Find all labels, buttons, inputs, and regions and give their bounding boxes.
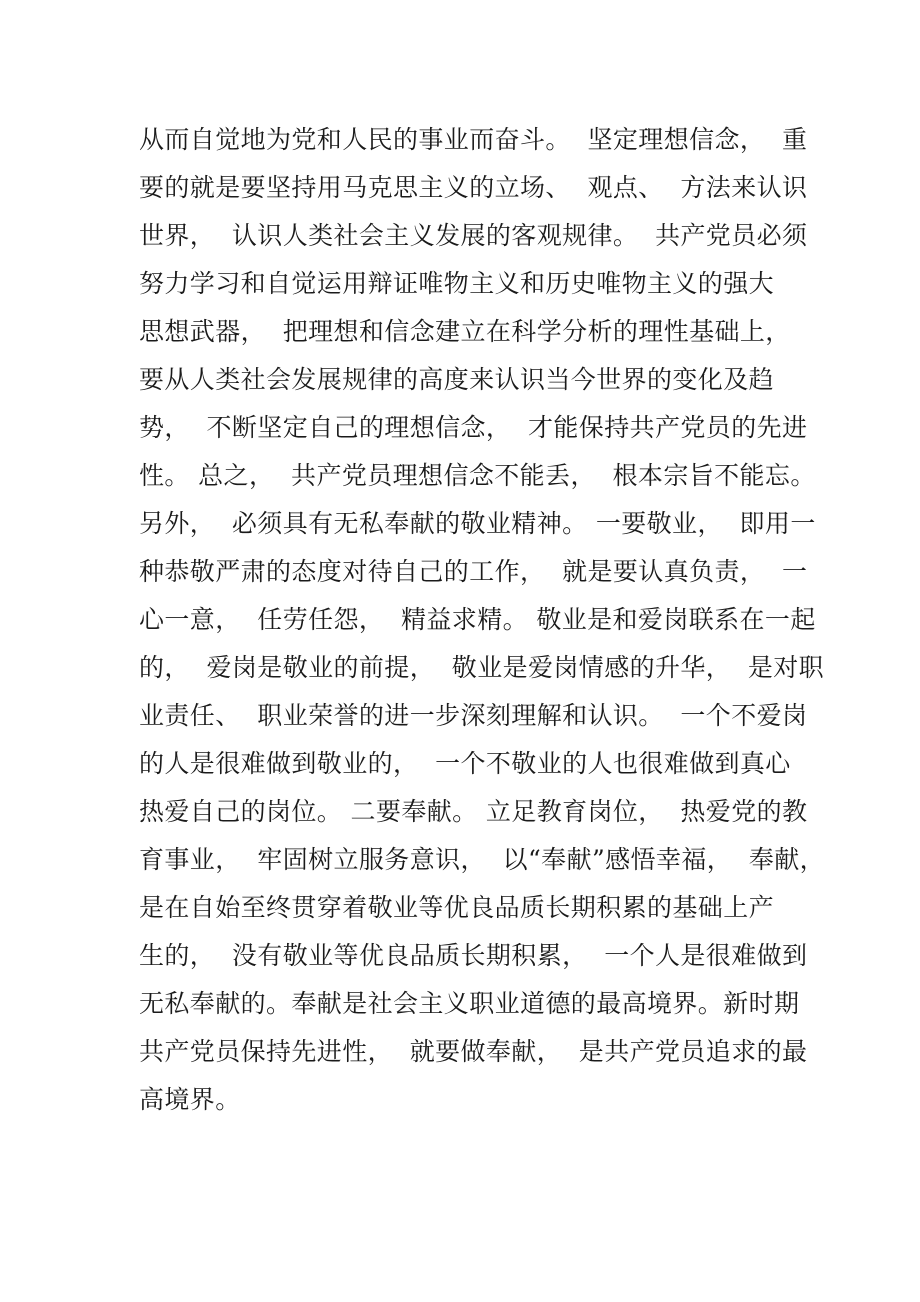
text-line: 共产党员保持先进性， 就要做奉献， 是共产党员追求的最 (139, 1037, 808, 1066)
text-line: 的人是很难做到敬业的， 一个不敬业的人也很难做到真心 (139, 749, 791, 778)
text-line: 育事业， 牢固树立服务意识， 以“奉献”感悟幸福， 奉献， (139, 845, 826, 874)
text-line: 高境界。 (139, 1085, 241, 1114)
text-line: 要从人类社会发展规律的高度来认识当今世界的变化及趋 (139, 365, 775, 394)
text-line: 思想武器， 把理想和信念建立在科学分析的理性基础上， (139, 317, 791, 346)
text-line: 热爱自己的岗位。 二要奉献。 立足教育岗位， 热爱党的教 (139, 797, 808, 826)
text-line: 的， 爱岗是敬业的前提， 敬业是爱岗情感的升华， 是对职 (139, 653, 825, 682)
body-paragraph (139, 116, 826, 1124)
text-line: 业责任、 职业荣誉的进一步深刻理解和认识。 一个不爱岗 (139, 701, 808, 730)
text-line: 心一意， 任劳任怨， 精益求精。 敬业是和爱岗联系在一起 (139, 605, 816, 634)
text-line: 势， 不断坚定自己的理想信念， 才能保持共产党员的先进 (139, 413, 808, 442)
text-line: 另外， 必须具有无私奉献的敬业精神。 一要敬业， 即用一 (139, 509, 816, 538)
text-line: 要的就是要坚持用马克思主义的立场、 观点、 方法来认识 (139, 173, 808, 202)
text-line: 努力学习和自觉运用辩证唯物主义和历史唯物主义的强大 (139, 269, 775, 298)
text-line: 世界， 认识人类社会主义发展的客观规律。 共产党员必须 (139, 221, 808, 250)
text-line: 无私奉献的。奉献是社会主义职业道德的最高境界。新时期 (139, 989, 800, 1018)
text-line: 种恭敬严肃的态度对待自己的工作， 就是要认真负责， 一 (139, 557, 808, 586)
text-line: 从而自觉地为党和人民的事业而奋斗。 坚定理想信念， 重 (139, 125, 808, 154)
text-line: 性。 总之， 共产党员理想信念不能丢， 根本宗旨不能忘。 (139, 461, 816, 490)
text-line: 是在自始至终贯穿着敬业等优良品质长期积累的基础上产 (139, 893, 775, 922)
text-line: 生的， 没有敬业等优良品质长期积累， 一个人是很难做到 (139, 941, 808, 970)
